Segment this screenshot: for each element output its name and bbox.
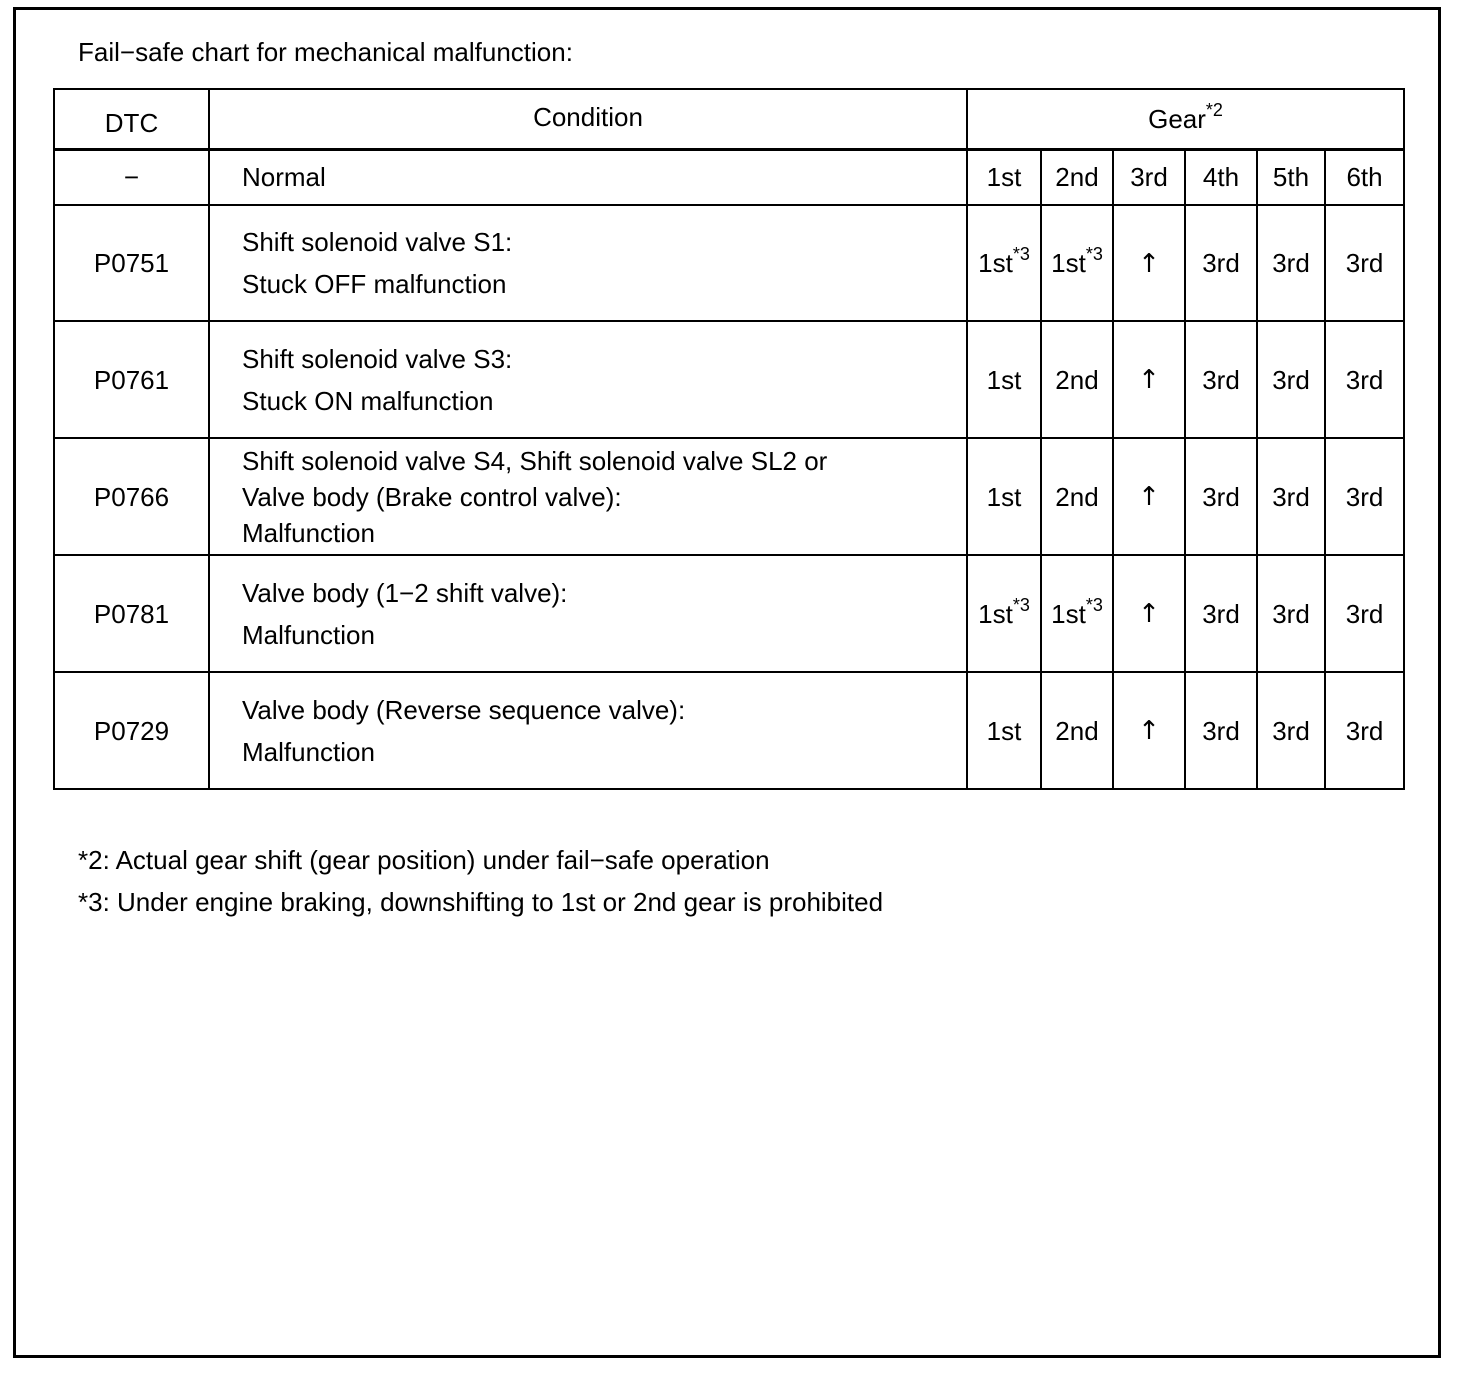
gear-cell <box>1185 672 1257 789</box>
condition-line: Malfunction <box>242 517 375 548</box>
gear-cell <box>1185 555 1257 672</box>
normal-dtc: − <box>54 149 209 205</box>
gear-value: 3rd <box>1202 364 1240 395</box>
gear-cell <box>1113 438 1185 555</box>
fail-safe-table <box>53 88 1405 790</box>
dtc-code: P0781 <box>54 555 209 672</box>
table-row <box>54 438 1404 555</box>
gear-value: 1st <box>1051 598 1086 629</box>
condition-line: Stuck ON malfunction <box>242 385 494 416</box>
gear-cell <box>1113 672 1185 789</box>
gear-col-1: 1st <box>967 149 1041 205</box>
condition-line: Malfunction <box>242 736 375 767</box>
gear-value: 2nd <box>1055 481 1099 512</box>
footnote-ref: *3 <box>1085 244 1103 264</box>
condition-line: Shift solenoid valve S3: <box>242 343 513 374</box>
table-row <box>54 205 1404 321</box>
up-arrow-icon: ↑ <box>1138 482 1160 512</box>
gear-value: 1st <box>986 715 1022 746</box>
gear-value: 1st <box>1051 248 1086 278</box>
gear-value: 2nd <box>1055 715 1099 746</box>
condition-cell <box>209 205 967 321</box>
condition-line: Valve body (1−2 shift valve): <box>242 577 568 608</box>
page-title: Fail−safe chart for mechanical malfunction: <box>78 37 573 67</box>
gear-value: 2nd <box>1055 364 1099 395</box>
gear-col-4: 4th <box>1185 149 1257 205</box>
gear-cell <box>1257 438 1325 555</box>
gear-cell <box>967 321 1041 438</box>
gear-value: 1st <box>986 481 1022 512</box>
gear-value: 3rd <box>1272 364 1310 395</box>
gear-col-3: 3rd <box>1113 149 1185 205</box>
condition-cell <box>209 321 967 438</box>
gear-cell <box>1257 672 1325 789</box>
gear-value: 3rd <box>1202 715 1240 746</box>
gear-cell <box>967 555 1041 672</box>
gear-cell <box>1325 555 1404 672</box>
condition-line: Shift solenoid valve S1: <box>242 227 513 257</box>
gear-value: 1st <box>986 364 1022 395</box>
dtc-code: P0729 <box>54 672 209 789</box>
gear-value: 1st <box>978 598 1013 629</box>
gear-cell <box>1325 672 1404 789</box>
gear-value: 3rd <box>1345 715 1384 746</box>
condition-line: Malfunction <box>242 619 375 650</box>
gear-value: 3rd <box>1345 481 1384 512</box>
gear-cell <box>1041 205 1113 321</box>
gear-value: 3rd <box>1272 598 1310 629</box>
dtc-code: P0761 <box>54 321 209 438</box>
condition-line: Stuck OFF malfunction <box>242 269 507 299</box>
gear-col-5: 5th <box>1257 149 1325 205</box>
footnote-ref: *3 <box>1012 244 1030 264</box>
gear-value: 3rd <box>1202 598 1240 629</box>
gear-cell <box>1041 672 1113 789</box>
gear-header: Gear$^{*2}$ <box>967 89 1404 149</box>
gear-cell <box>1257 555 1325 672</box>
dtc-code: P0751 <box>54 205 209 321</box>
gear-value: 3rd <box>1272 248 1310 278</box>
table-row <box>54 555 1404 672</box>
gear-cell <box>1325 321 1404 438</box>
footnote-ref: *3 <box>1085 594 1103 615</box>
gear-cell <box>1113 205 1185 321</box>
gear-cell <box>967 672 1041 789</box>
condition-line: Valve body (Reverse sequence valve): <box>242 694 686 725</box>
gear-cell <box>1185 438 1257 555</box>
footnote-3: *3: Under engine braking, downshifting to 1st or 2nd gear is prohibited <box>78 887 884 917</box>
gear-value: 3rd <box>1345 598 1384 629</box>
footnote-2: *2: Actual gear shift (gear position) under fail−safe operation <box>78 845 770 875</box>
gear-cell <box>1041 555 1113 672</box>
gear-cell <box>1041 438 1113 555</box>
header-row <box>54 89 1404 149</box>
gear-cell <box>1185 205 1257 321</box>
dtc-header: DTC <box>54 89 209 149</box>
gear-cell <box>967 205 1041 321</box>
gear-value: 3rd <box>1345 248 1384 278</box>
gear-cell <box>1113 321 1185 438</box>
condition-line: Shift solenoid valve S4, Shift solenoid valve SL2 or <box>242 445 828 476</box>
table-body <box>54 89 1404 789</box>
gear-col-2: 2nd <box>1041 149 1113 205</box>
gear-value: 3rd <box>1202 481 1240 512</box>
condition-cell <box>209 672 967 789</box>
up-arrow-icon: ↑ <box>1138 365 1160 395</box>
up-arrow-icon: ↑ <box>1138 716 1160 746</box>
gear-value: 3rd <box>1272 481 1310 512</box>
gear-cell <box>1041 321 1113 438</box>
gear-cell <box>1113 555 1185 672</box>
gear-cell <box>1325 438 1404 555</box>
gear-value: 3rd <box>1202 248 1240 278</box>
gear-col-6: 6th <box>1325 149 1404 205</box>
gear-value: 3rd <box>1345 364 1384 395</box>
normal-condition: Normal <box>209 149 967 205</box>
up-arrow-icon: ↑ <box>1138 248 1160 279</box>
table-row <box>54 321 1404 438</box>
gear-cell <box>1257 321 1325 438</box>
gear-cell <box>967 438 1041 555</box>
condition-cell <box>209 555 967 672</box>
normal-row <box>54 149 1404 205</box>
gear-cell <box>1325 205 1404 321</box>
up-arrow-icon: ↑ <box>1138 599 1160 629</box>
condition-header: Condition <box>209 89 967 149</box>
gear-value: 1st <box>978 248 1013 278</box>
gear-cell <box>1185 321 1257 438</box>
condition-cell <box>209 438 967 555</box>
gear-footnote-ref: *2 <box>1205 99 1223 120</box>
dtc-code: P0766 <box>54 438 209 555</box>
table-row <box>54 672 1404 789</box>
gear-value: 3rd <box>1272 715 1310 746</box>
gear-cell <box>1257 205 1325 321</box>
condition-line: Valve body (Brake control valve): <box>242 481 622 512</box>
footnote-ref: *3 <box>1012 594 1030 615</box>
